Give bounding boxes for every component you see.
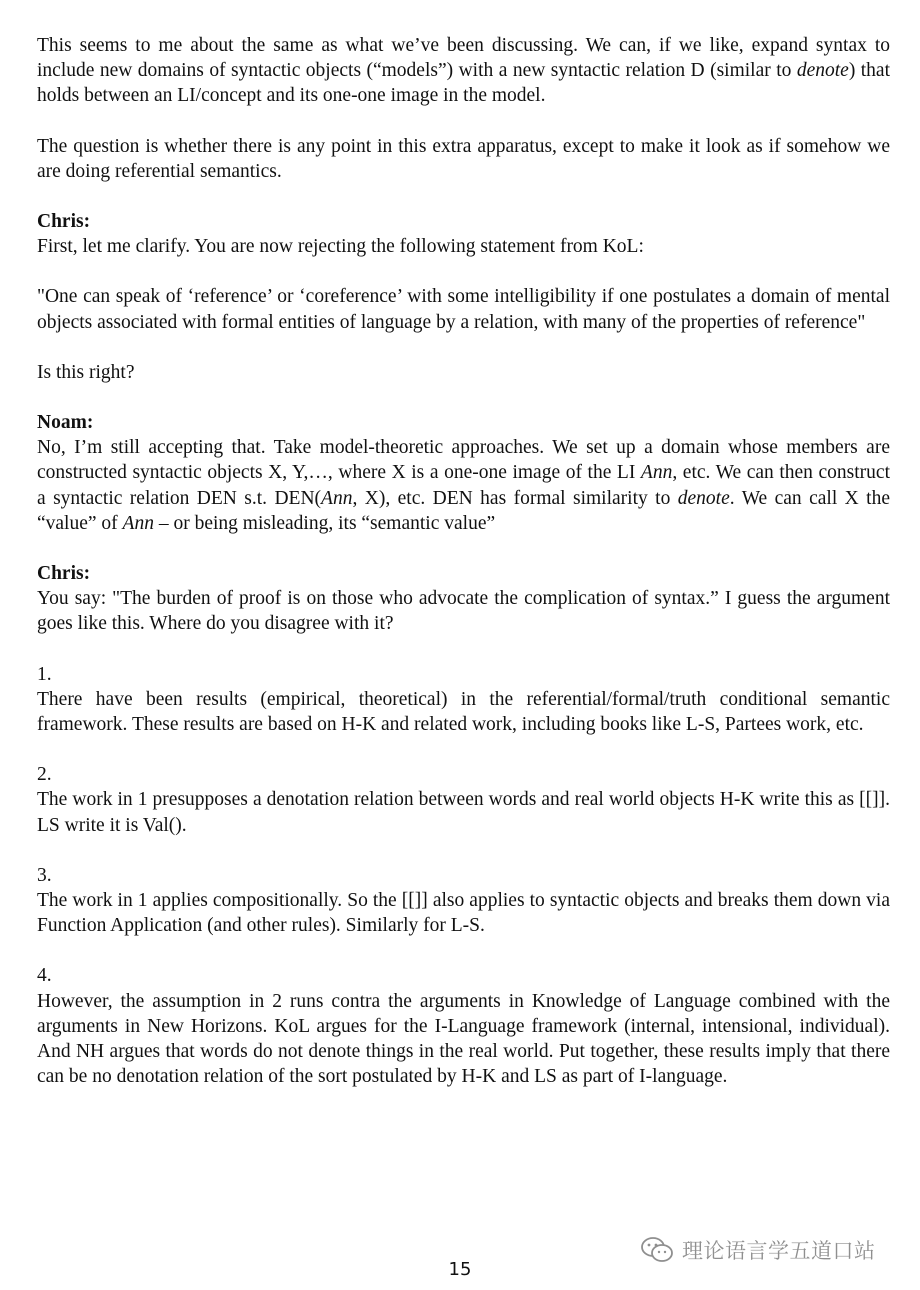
noam-turn — [37, 410, 890, 536]
document-body — [37, 33, 890, 1115]
item-text: The work in 1 presupposes a denotation relation between words and real world objects H-K write this as [[]]. LS write it is Val(). — [37, 789, 890, 836]
chris-burden-text: You say: "The burden of proof is on those who advocate the complication of syntax.” I guess the argument goes like this. Where do you disagree with it? — [37, 588, 890, 635]
item-number: 2. — [37, 764, 52, 786]
paragraph-1: This seems to me about the same as what we’ve been discussing. We can, if we like, expand syntax to include new domains of syntactic objects (“models”) with a new syntactic relation D (similar to denote) that holds between an LI/concept and its one-one image in the model. — [37, 35, 891, 107]
question-text: Is this right? — [37, 361, 135, 383]
list-item — [37, 963, 890, 1089]
item-text: However, the assumption in 2 runs contra the arguments in Knowledge of Language combined with the arguments in New Horizons. KoL argues for the I-Language framework (internal, intensional, individual). And NH argues that words do not denote things in the real world. Put together, these results imply that there can be no denotation relation of the sort postulated by H-K and LS as part of I-language. — [37, 990, 890, 1088]
paragraph-2: The question is whether there is any point in this extra apparatus, except to make it look as if somehow we are doing referential semantics. — [37, 135, 890, 182]
chris-turn-2 — [37, 561, 890, 637]
kol-quote: "One can speak of ‘reference’ or ‘coreference’ with some intelligibility if one postulates a domain of mental objects associated with formal entities of language by a relation, with many of the properties of reference" — [37, 286, 890, 333]
list-item — [37, 762, 890, 838]
page-number: 15 — [448, 1259, 472, 1280]
item-number: 4. — [37, 965, 52, 987]
item-number: 1. — [37, 663, 52, 685]
chris-clarify-text: First, let me clarify. You are now rejecting the following statement from KoL: — [37, 236, 644, 258]
chris-turn-1 — [37, 209, 890, 259]
item-number: 3. — [37, 864, 52, 886]
noam-text: No, I’m still accepting that. Take model-theoretic approaches. We set up a domain whose members are constructed syntactic objects X, Y,…, where X is a one-one image of the LI Ann, etc. We can then construct a syntactic relation DEN s.t. DEN(Ann, X), etc. DEN has formal similarity to denote. We can call X the “value” of Ann – or being misleading, its “semantic value” — [37, 437, 891, 534]
item-text: There have been results (empirical, theoretical) in the referential/formal/truth conditional semantic framework. These results are based on H-K and related work, including books like L-S, Partees work, etc. — [37, 688, 890, 736]
list-item — [37, 863, 890, 939]
watermark-text: 理论语言学五道口站 — [682, 1239, 876, 1263]
speaker-label: Noam: — [37, 412, 94, 434]
speaker-label: Chris: — [37, 563, 91, 585]
speaker-label: Chris: — [37, 211, 91, 233]
item-text: The work in 1 applies compositionally. So the [[]] also applies to syntactic objects and breaks them down via Function Application (and other rules). Similarly for L-S. — [37, 890, 890, 937]
list-item — [37, 662, 890, 738]
